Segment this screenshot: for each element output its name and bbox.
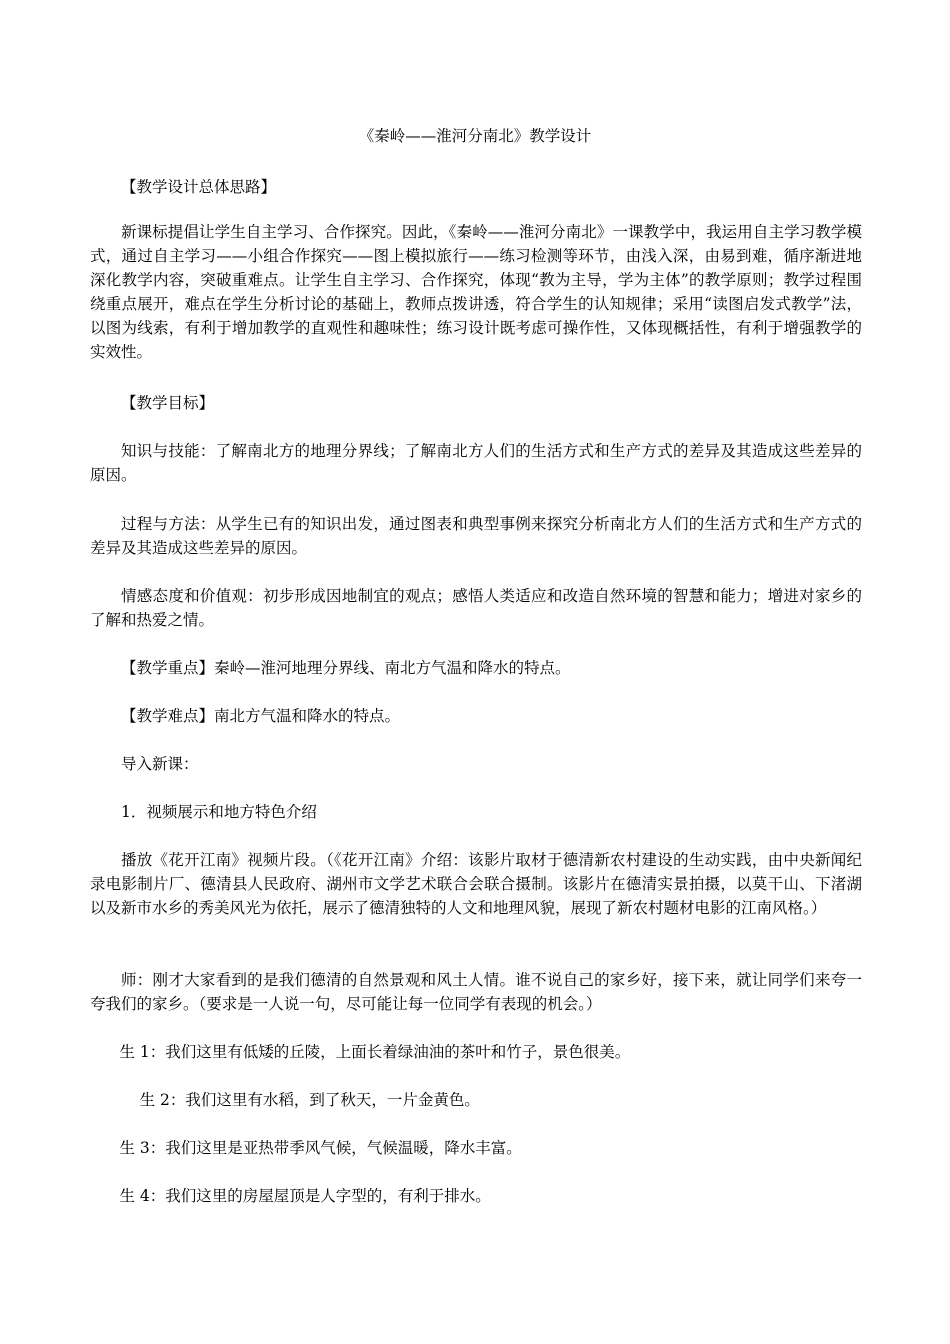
document-title: 《秦岭——淮河分南北》教学设计 [358,127,592,145]
key-point: 【教学重点】秦岭—淮河地理分界线、南北方气温和降水的特点。 [121,659,571,677]
goal-knowledge: 知识与技能：了解南北方的地理分界线；了解南北方人们的生活方式和生产方式的差异及其造成这些差异的原因。 [90,442,862,484]
step-1-heading: 1．视频展示和地方特色介绍 [121,803,317,821]
video-description: 播放《花开江南》视频片段。（《花开江南》介绍：该影片取材于德清新农村建设的生动实践，由中央新闻纪录电影制片厂、德清县人民政府、湖州市文学艺术联合会联合摄制。该影片在德清实景拍摄，以莫干山、下渚湖以及新市水乡的秀美风光为依托，展示了德清独特的人文和地理风貌，展现了新农村题材电影的江南风格。） [90,851,862,917]
goal-process: 过程与方法：从学生已有的知识出发，通过图表和典型事例来探究分析南北方人们的生活方式和生产方式的差异及其造成这些差异的原因。 [90,515,862,557]
student-4-answer: 生 4：我们这里的房屋屋顶是人字型的，有利于排水。 [119,1187,491,1205]
student-3-answer: 生 3：我们这里是亚热带季风气候，气候温暖，降水丰富。 [119,1139,522,1157]
goals-heading: 【教学目标】 [121,394,215,412]
goal-emotion: 情感态度和价值观：初步形成因地制宜的观点；感悟人类适应和改造自然环境的智慧和能力；增进对家乡的了解和热爱之情。 [90,587,862,629]
intro-heading: 导入新课： [121,755,199,773]
teacher-prompt: 师：刚才大家看到的是我们德清的自然景观和风土人情。谁不说自己的家乡好，接下来，就让同学们来夸一夸我们的家乡。（要求是一人说一句，尽可能让每一位同学有表现的机会。） [90,971,862,1013]
overall-body: 新课标提倡让学生自主学习、合作探究。因此，《秦岭——淮河分南北》一课教学中，我运用自主学习教学模式，通过自主学习——小组合作探究——图上模拟旅行——练习检测等环节，由浅入深，由易到难，循序渐进地深化教学内容，突破重难点。让学生自主学习、合作探究，体现“教为主导，学为主体”的教学原则；教学过程围绕重点展开，难点在学生分析讨论的基础上，教师点拨讲透，符合学生的认知规律；采用“读图启发式教学”法，以图为线索，有利于增加教学的直观性和趣味性；练习设计既考虑可操作性，又体现概括性，有利于增强教学的实效性。 [90,223,862,361]
student-1-answer: 生 1：我们这里有低矮的丘陵，上面长着绿油油的茶叶和竹子，景色很美。 [119,1043,631,1061]
student-2-answer: 生 2：我们这里有水稻，到了秋天，一片金黄色。 [139,1091,480,1109]
overall-heading: 【教学设计总体思路】 [121,178,277,196]
difficult-point: 【教学难点】南北方气温和降水的特点。 [121,707,401,725]
